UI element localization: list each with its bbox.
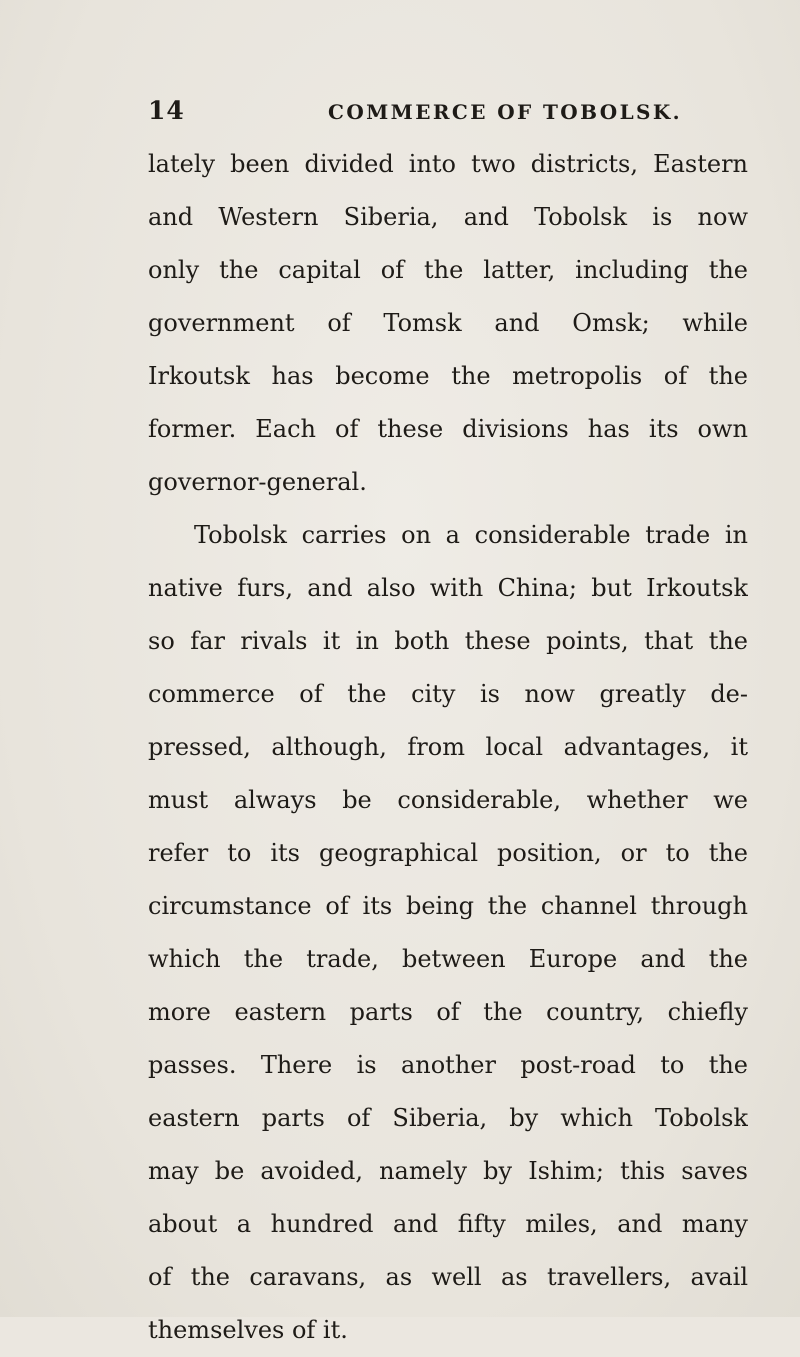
- body-text: [148, 138, 748, 1357]
- text-line: passes. There is another post-road to the: [148, 1051, 748, 1079]
- text-line: government of Tomsk and Omsk; while: [148, 309, 748, 337]
- text-line: pressed, although, from local advantages, it: [148, 733, 748, 761]
- text-line: and Western Siberia, and Tobolsk is now: [148, 203, 748, 231]
- text-line: may be avoided, namely by Ishim; this saves: [148, 1157, 748, 1185]
- text-line: commerce of the city is now greatly de-: [148, 680, 748, 708]
- text-line: circumstance of its being the channel through: [148, 892, 748, 920]
- page-number: 14: [148, 96, 185, 125]
- text-line: native furs, and also with China; but Irkoutsk: [148, 574, 748, 602]
- text-line: must always be considerable, whether we: [148, 786, 748, 814]
- text-line: about a hundred and fifty miles, and many: [148, 1210, 748, 1238]
- paragraph-start-line: Tobolsk carries on a considerable trade in: [194, 521, 748, 549]
- text-line: former. Each of these divisions has its own: [148, 415, 748, 443]
- text-line: refer to its geographical position, or to the: [148, 839, 748, 867]
- text-line: so far rivals it in both these points, that the: [148, 627, 748, 655]
- running-head: [148, 96, 748, 136]
- text-line: themselves of it.: [148, 1316, 348, 1344]
- text-line: governor-general.: [148, 468, 367, 496]
- running-title: COMMERCE OF TOBOLSK.: [328, 100, 683, 124]
- text-line: eastern parts of Siberia, by which Tobolsk: [148, 1104, 748, 1132]
- text-line: lately been divided into two districts, Eastern: [148, 150, 748, 178]
- text-line: which the trade, between Europe and the: [148, 945, 748, 973]
- text-line: more eastern parts of the country, chiefly: [148, 998, 748, 1026]
- text-line: Irkoutsk has become the metropolis of the: [148, 362, 748, 390]
- text-line: only the capital of the latter, including the: [148, 256, 748, 284]
- text-line: of the caravans, as well as travellers, avail: [148, 1263, 748, 1291]
